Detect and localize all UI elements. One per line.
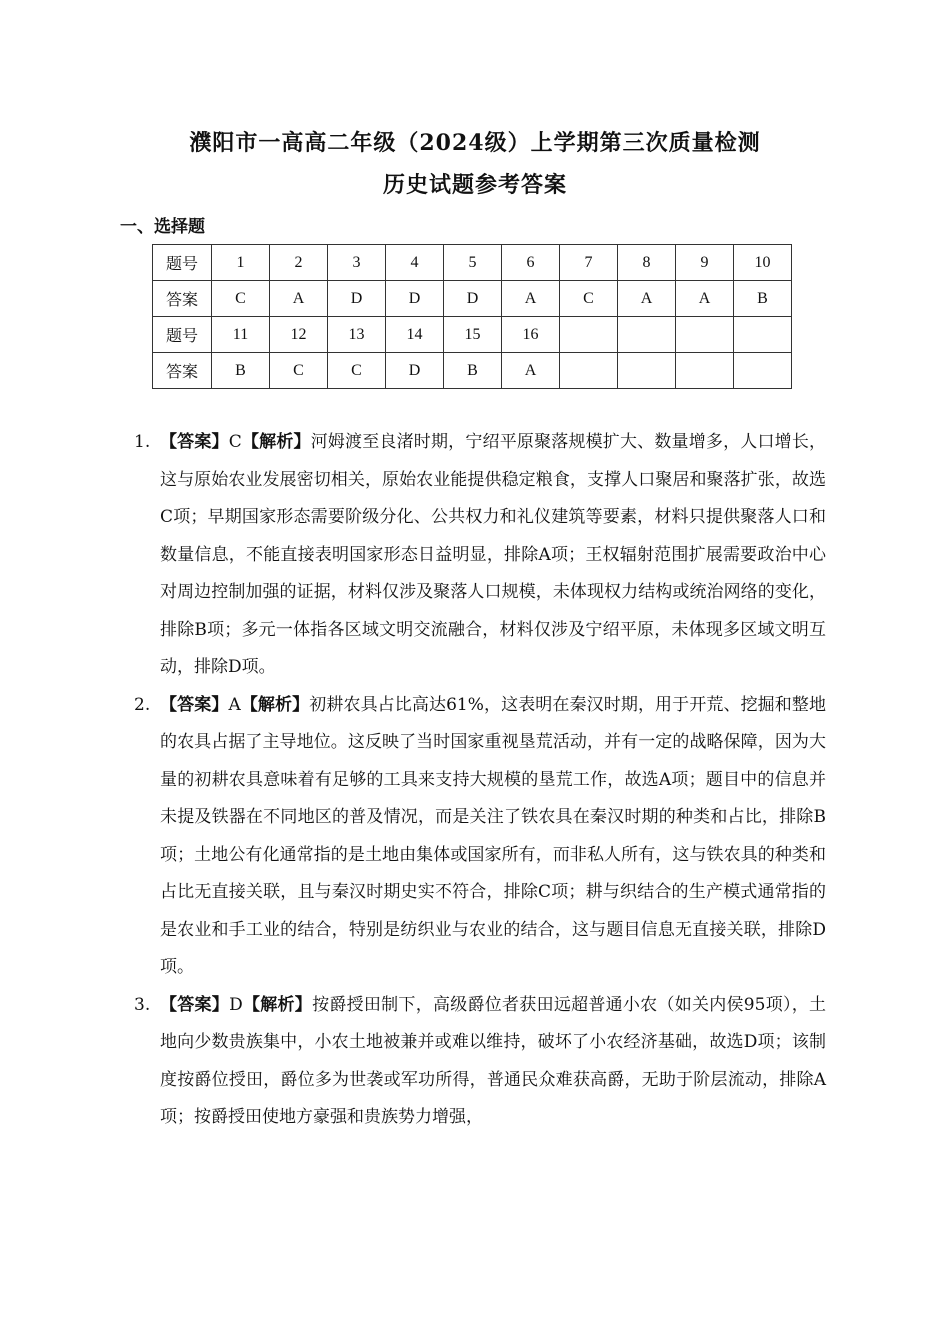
question-number: 1 — [212, 245, 270, 281]
question-number: 13 — [328, 317, 386, 353]
explanation-item — [120, 424, 826, 687]
question-number: 6 — [502, 245, 560, 281]
row-label: 答案 — [153, 353, 212, 389]
answer-cell: A — [618, 281, 676, 317]
answer-cell: A — [676, 281, 734, 317]
explanation-item — [120, 987, 826, 1137]
answer-cell — [734, 353, 792, 389]
answer-cell: B — [444, 353, 502, 389]
answer-cell: B — [212, 353, 270, 389]
analysis-text: 按爵授田制下，高级爵位者获田远超普通小农（如关内侯95项），土地向少数贵族集中，小农土地被兼并或难以维持，破坏了小农经济基础，故选D项；该制度按爵位授田，爵位多为世袭或军功所得，普通民众难获高爵，无助于阶层流动，排除A项；按爵授田使地方豪强和贵族势力增强， — [160, 994, 827, 1127]
item-number: 1. — [134, 432, 151, 452]
answer-cell: C — [560, 281, 618, 317]
answer-label: 【答案】 — [160, 694, 229, 715]
answer-cell — [560, 353, 618, 389]
question-number: 3 — [328, 245, 386, 281]
answer-cell — [676, 353, 734, 389]
answer-cell: A — [502, 281, 560, 317]
answer-cell — [618, 353, 676, 389]
question-number: 16 — [502, 317, 560, 353]
table-row — [153, 317, 792, 353]
answer-label: 【答案】 — [160, 432, 229, 452]
explanation-item — [120, 687, 826, 987]
question-number: 10 — [734, 245, 792, 281]
section-heading: 一、选择题 — [120, 217, 205, 237]
answer-value: A — [228, 694, 241, 715]
answer-cell: D — [386, 281, 444, 317]
item-number: 2. — [134, 694, 151, 715]
question-number: 5 — [444, 245, 502, 281]
question-number: 11 — [212, 317, 270, 353]
answer-cell: A — [502, 353, 560, 389]
row-label: 答案 — [153, 281, 212, 317]
question-number: 12 — [270, 317, 328, 353]
table-row — [153, 281, 792, 317]
page-subtitle: 历史试题参考答案 — [382, 172, 567, 198]
analysis-label: 【解析】 — [240, 694, 310, 715]
row-label: 题号 — [153, 245, 212, 281]
question-number: 8 — [618, 245, 676, 281]
answer-cell: D — [328, 281, 386, 317]
page-title: 濮阳市一高高二年级（2024级）上学期第三次质量检测 — [189, 130, 761, 156]
answer-cell: D — [444, 281, 502, 317]
question-number: 9 — [676, 245, 734, 281]
table-row — [153, 353, 792, 389]
question-number: 14 — [386, 317, 444, 353]
question-number: 4 — [386, 245, 444, 281]
answer-cell: A — [270, 281, 328, 317]
analysis-text: 初耕农具占比高达61%，这表明在秦汉时期，用于开荒、挖掘和整地的农具占据了主导地位。这反映了当时国家重视垦荒活动，并有一定的战略保障，因为大量的初耕农具意味着有足够的工具来支持大规模的垦荒工作，故选A项；题目中的信息并未提及铁器在不同地区的普及情况，而是关注了铁农具在秦汉时期的种类和占比，排除B项；土地公有化通常指的是土地由集体或国家所有，而非私人所有，这与铁农具的种类和占比无直接关联，且与秦汉时期史实不符合，排除C项；耕与织结合的生产模式通常指的是农业和手工业的结合，特别是纺织业与农业的结合，这与题目信息无直接关联，排除D项。 — [160, 694, 827, 977]
question-number — [560, 317, 618, 353]
answer-value: D — [229, 994, 243, 1015]
explanations-list — [120, 424, 826, 1137]
question-number — [676, 317, 734, 353]
answer-label: 【答案】 — [160, 994, 230, 1015]
question-number — [734, 317, 792, 353]
item-number: 3. — [134, 994, 151, 1015]
analysis-text: 河姆渡至良渚时期，宁绍平原聚落规模扩大、数量增多，人口增长，这与原始农业发展密切相关，原始农业能提供稳定粮食，支撑人口聚居和聚落扩张，故选C项；早期国家形态需要阶级分化、公共权力和礼仪建筑等要素，材料只提供聚落人口和数量信息，不能直接表明国家形态日益明显，排除A项；王权辐射范围扩展需要政治中心对周边控制加强的证据，材料仅涉及聚落人口规模，未体现权力结构或统治网络的变化，排除B项；多元一体指各区域文明交流融合，材料仅涉及宁绍平原，未体现多区域文明互动，排除D项。 — [160, 432, 827, 677]
question-number: 2 — [270, 245, 328, 281]
answer-cell: D — [386, 353, 444, 389]
question-number: 15 — [444, 317, 502, 353]
answer-cell: C — [270, 353, 328, 389]
table-row — [153, 245, 792, 281]
analysis-label: 【解析】 — [242, 994, 313, 1015]
question-number: 7 — [560, 245, 618, 281]
row-label: 题号 — [153, 317, 212, 353]
answer-table — [152, 244, 792, 389]
answer-value: C — [228, 432, 242, 452]
question-number — [618, 317, 676, 353]
answer-cell: C — [212, 281, 270, 317]
answer-cell: B — [734, 281, 792, 317]
analysis-label: 【解析】 — [241, 432, 311, 452]
answer-cell: C — [328, 353, 386, 389]
